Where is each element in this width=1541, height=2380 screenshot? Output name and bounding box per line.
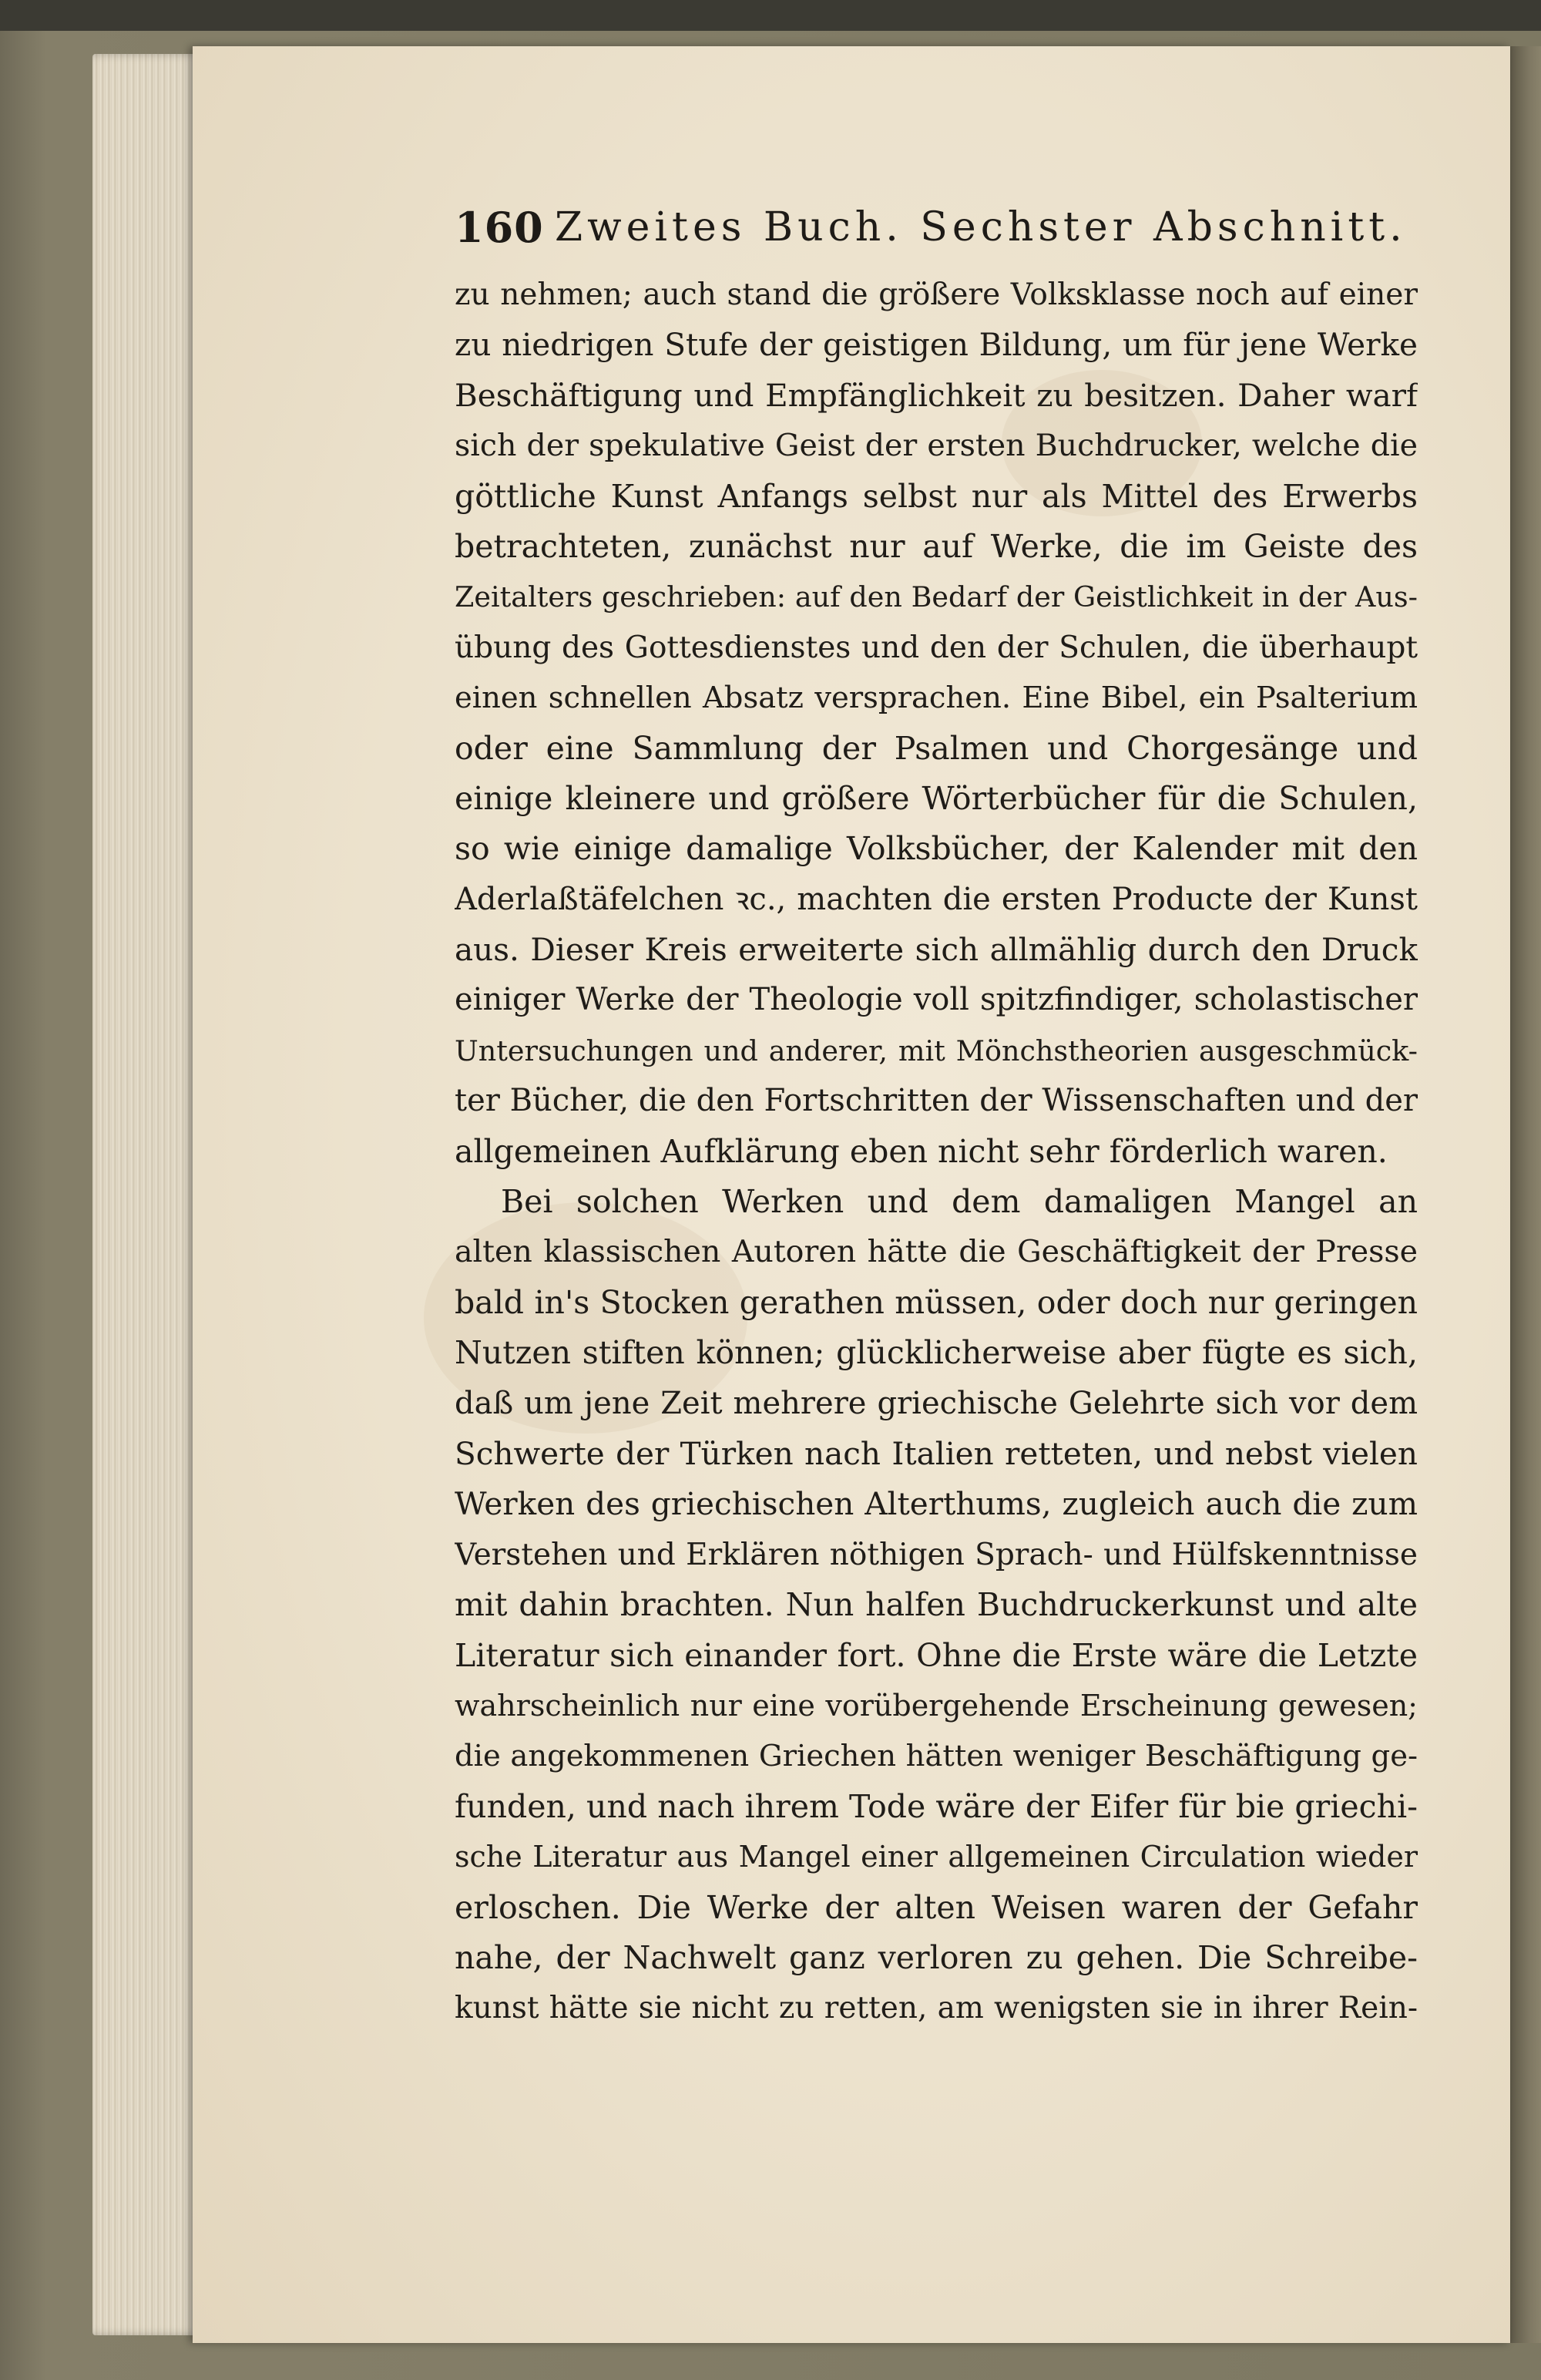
text-line: Aderlaßtäfelchen ꝛc., machten die ersten Producte der Kunst — [455, 881, 1418, 917]
body-text — [455, 270, 1418, 2034]
book-right-edge — [1510, 46, 1541, 2343]
text-line: so wie einige damalige Volksbücher, der Kalender mit den — [455, 830, 1418, 868]
text-line: bald in's Stocken gerathen müssen, oder doch nur geringen — [455, 1283, 1418, 1321]
text-line: Zeitalters geschrieben: auf den Bedarf der Geistlichkeit in der Aus- — [455, 580, 1418, 614]
text-line: funden, und nach ihrem Tode wäre der Eifer für bie griechi- — [455, 1787, 1418, 1825]
text-line: daß um jene Zeit mehrere griechische Gelehrte sich vor dem — [455, 1385, 1418, 1421]
text-line: die angekommenen Griechen hätten weniger Beschäftigung ge- — [455, 1739, 1418, 1774]
text-line: einiger Werke der Theologie voll spitzfindiger, scholastischer — [455, 982, 1418, 1018]
text-line: kunst hätte sie nicht zu retten, am wenigsten sie in ihrer Rein- — [455, 1991, 1418, 2026]
text-line: wahrscheinlich nur eine vorübergehende Erscheinung gewesen; — [455, 1688, 1418, 1723]
running-title: Zweites Buch. Sechster Abschnitt. — [555, 204, 1407, 250]
text-line: einen schnellen Absatz versprachen. Eine Bibel, ein Psalterium — [455, 681, 1418, 716]
text-line: zu nehmen; auch stand die größere Volksklasse noch auf einer — [455, 277, 1418, 312]
text-line: allgemeinen Aufklärung eben nicht sehr förderlich waren. — [455, 1132, 1388, 1170]
text-line: sche Literatur aus Mangel einer allgemeinen Circulation wieder — [455, 1840, 1418, 1874]
text-line: einige kleinere und größere Wörterbücher für die Schulen, — [455, 779, 1418, 817]
text-line: Untersuchungen und anderer, mit Mönchstheorien ausgeschmück- — [455, 1034, 1418, 1067]
paragraph-start-line: Bei solchen Werken und dem damaligen Mangel an — [501, 1183, 1418, 1221]
running-header — [455, 197, 1418, 258]
text-line: nahe, der Nachwelt ganz verloren zu gehen. Die Schreibe- — [455, 1938, 1418, 1976]
text-line: Nutzen stiften können; glücklicherweise aber fügte es sich, — [455, 1334, 1418, 1372]
text-line: Verstehen und Erklären nöthigen Sprach- und Hülfskenntnisse — [455, 1537, 1418, 1572]
text-line: göttliche Kunst Anfangs selbst nur als Mittel des Erwerbs — [455, 477, 1418, 515]
text-line: aus. Dieser Kreis erweiterte sich allmählig durch den Druck — [455, 931, 1418, 969]
text-line: sich der spekulative Geist der ersten Buchdrucker, welche die — [455, 428, 1418, 464]
text-line: Literatur sich einander fort. Ohne die Erste wäre die Letzte — [455, 1636, 1418, 1674]
text-line: alten klassischen Autoren hätte die Geschäftigkeit der Presse — [455, 1234, 1418, 1270]
text-line: oder eine Sammlung der Psalmen und Chorgesänge und — [455, 729, 1418, 767]
text-line: zu niedrigen Stufe der geistigen Bildung, um für jene Werke — [455, 326, 1418, 364]
text-line: Schwerte der Türken nach Italien retteten, und nebst vielen — [455, 1434, 1418, 1472]
text-line: Werken des griechischen Alterthums, zugleich auch die zum — [455, 1485, 1418, 1523]
text-line: übung des Gottesdienstes und den der Schulen, die überhaupt — [455, 630, 1418, 665]
page-edges — [92, 54, 200, 2335]
text-line: betrachteten, zunächst nur auf Werke, die im Geiste des — [455, 527, 1418, 565]
text-line: mit dahin brachten. Nun halfen Buchdruckerkunst und alte — [455, 1586, 1418, 1624]
text-line: Beschäftigung und Empfänglichkeit zu besitzen. Daher warf — [455, 376, 1418, 414]
text-line: ter Bücher, die den Fortschritten der Wissenschaften und der — [455, 1083, 1418, 1119]
text-line: erloschen. Die Werke der alten Weisen waren der Gefahr — [455, 1888, 1418, 1926]
page-number: 160 — [455, 203, 544, 252]
